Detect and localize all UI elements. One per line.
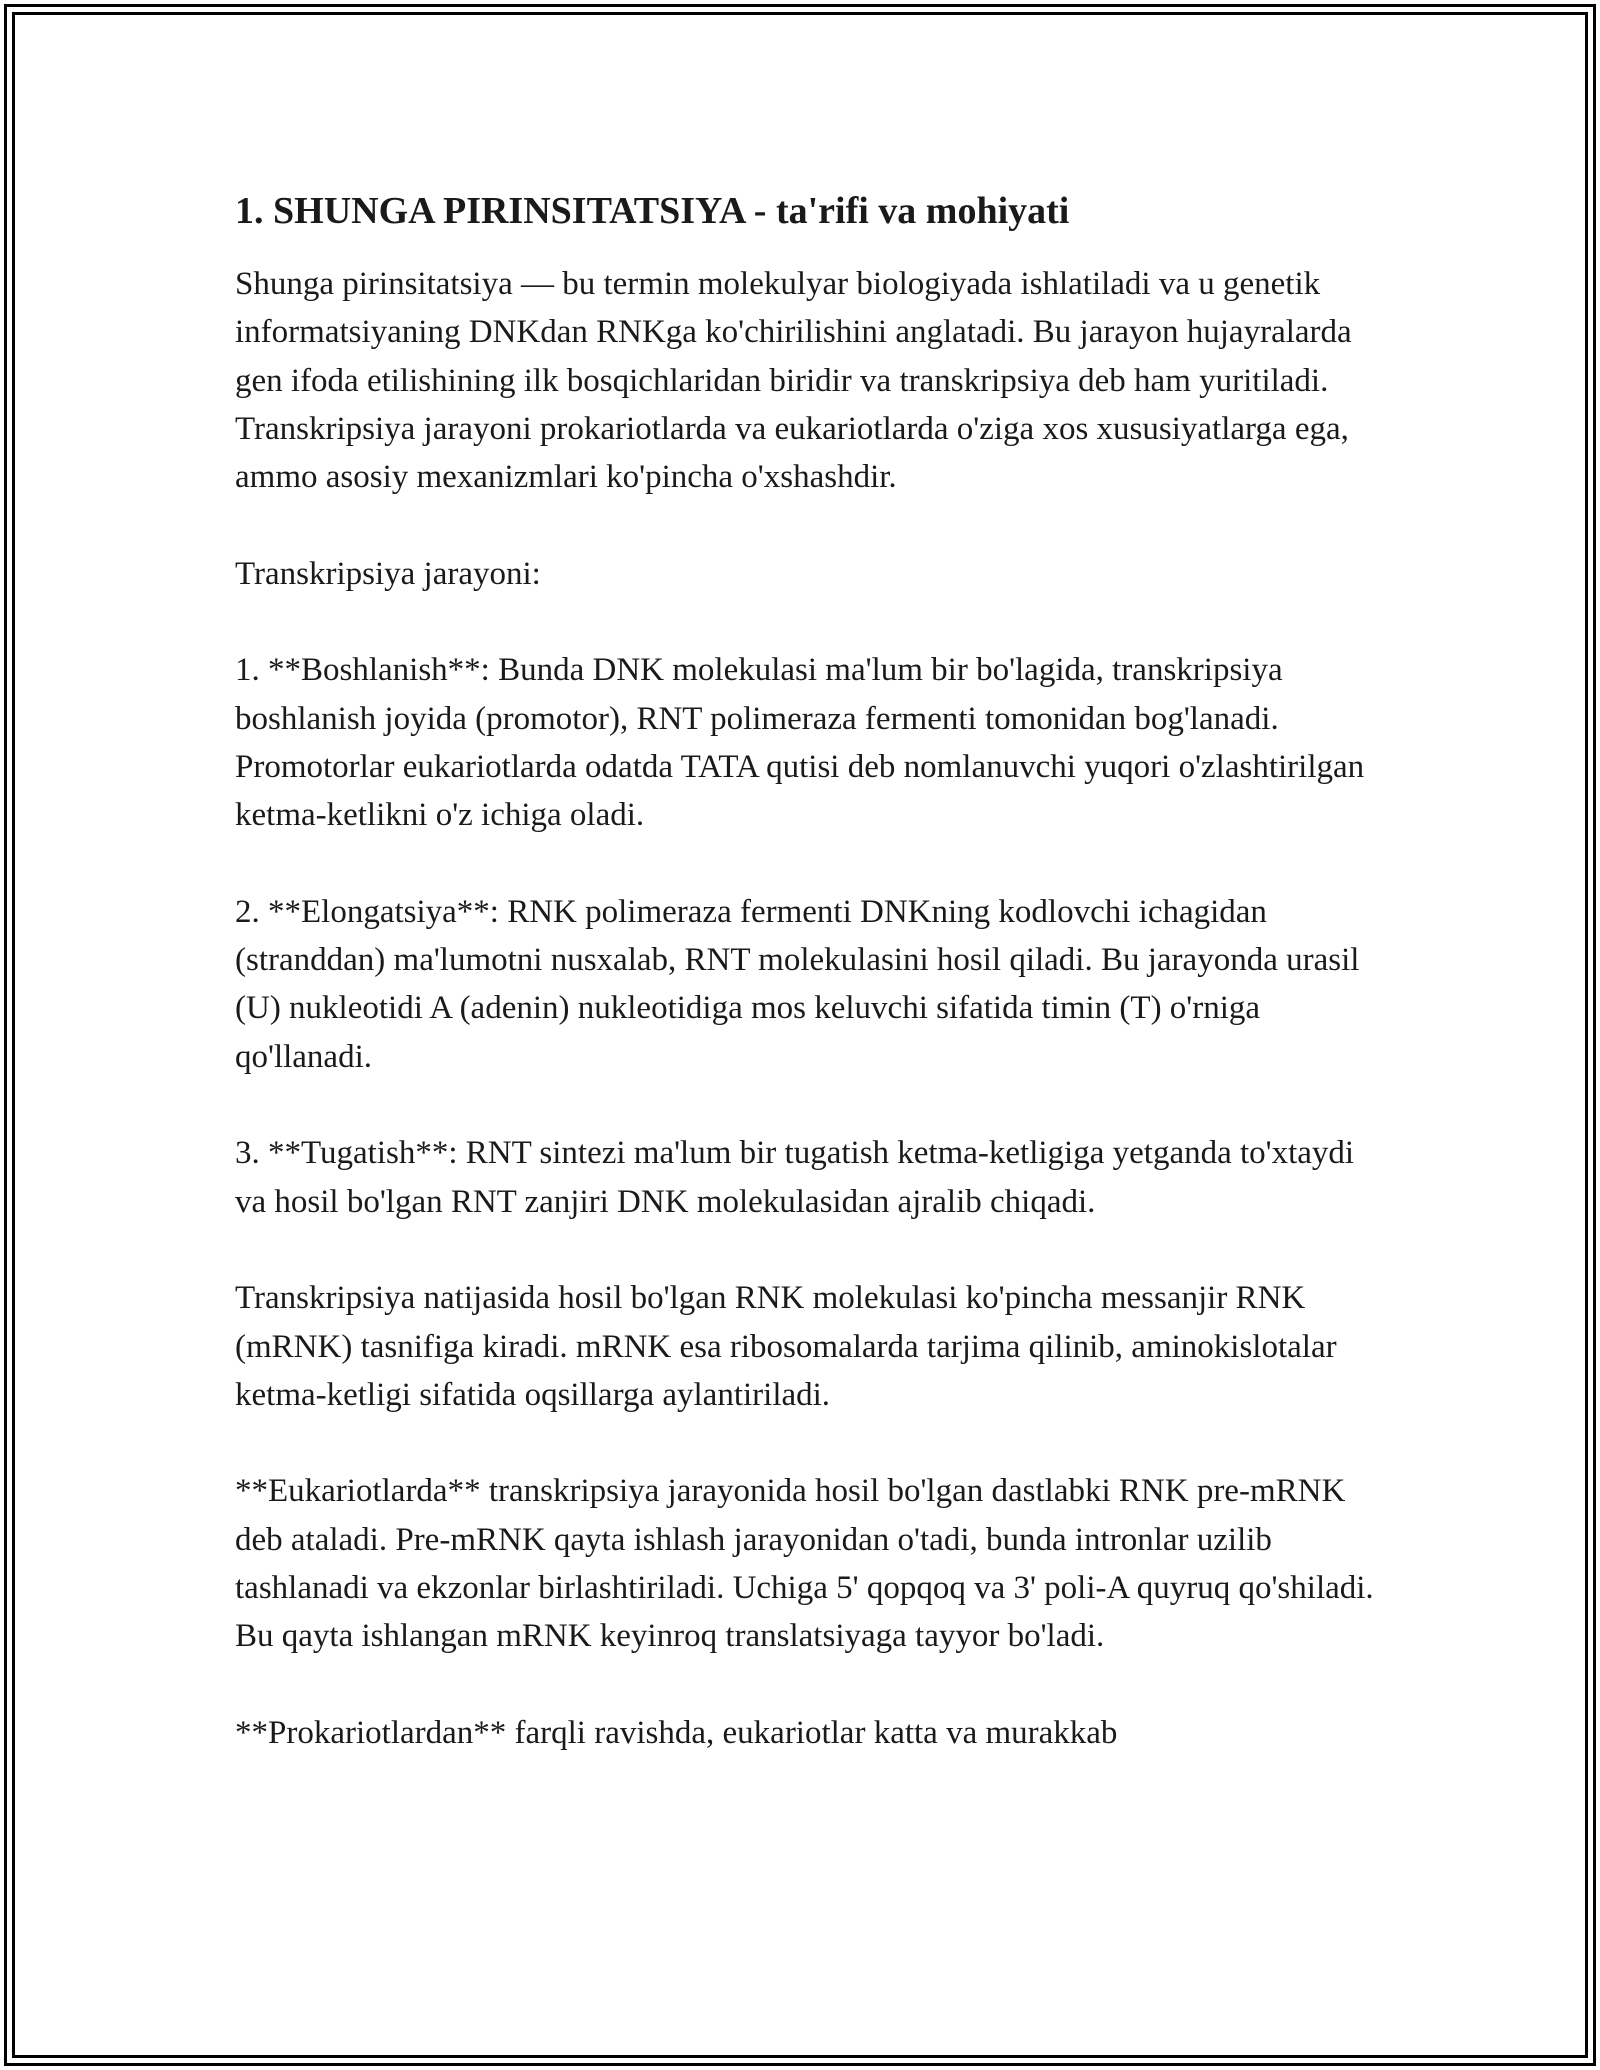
document-title: 1. SHUNGA PIRINSITATSIYA - ta'rifi va mohiyati (235, 190, 1070, 232)
paragraph-intro: Shunga pirinsitatsiya — bu termin molekulyar biologiyada ishlatiladi va u genetik informatsiyaning DNKdan RNKga ko'chirilishini anglatadi. Bu jarayon hujayralarda gen ifoda etilishining ilk bosqichlaridan biridir va transkripsiya deb ham yuritiladi. Transkripsiya jarayoni prokariotlarda va eukariotlarda o'ziga xos xususiyatlarga ega, ammo asosiy mexanizmlari ko'pincha o'xshashdir. (235, 266, 1352, 496)
paragraph-mrna: Transkripsiya natijasida hosil bo'lgan RNK molekulasi ko'pincha messanjir RNK (mRNK) tasnifiga kiradi. mRNK esa ribosomalarda tarjima qilinib, aminokislotalar ketma-ketligi sifatida oqsillarga aylantiriladi. (235, 1280, 1337, 1413)
document-page (235, 188, 1375, 1806)
paragraph-elongation: 2. **Elongatsiya**: RNK polimeraza fermenti DNKning kodlovchi ichagidan (stranddan) ma'lumotni nusxalab, RNT molekulasini hosil qiladi. Bu jarayonda urasil (U) nukleotidi A (adenin) nukleotidiga mos keluvchi sifatida timin (T) o'rniga qo'llanadi. (235, 893, 1360, 1075)
paragraph-process-heading: Transkripsiya jarayoni: (235, 555, 541, 592)
paragraph-initiation: 1. **Boshlanish**: Bunda DNK molekulasi ma'lum bir bo'lagida, transkripsiya boshlanish joyida (promotor), RNT polimeraza fermenti tomonidan bog'lanadi. Promotorlar eukariotlarda odatda TATA qutisi deb nomlanuvchi yuqori o'zlashtirilgan ketma-ketlikni o'z ichiga oladi. (235, 652, 1365, 834)
paragraph-termination: 3. **Tugatish**: RNT sintezi ma'lum bir tugatish ketma-ketligiga yetganda to'xtaydi va hosil bo'lgan RNT zanjiri DNK molekulasidan ajralib chiqadi. (235, 1135, 1355, 1220)
document-body (235, 260, 1375, 1757)
paragraph-prokaryotes: **Prokariotlardan** farqli ravishda, eukariotlar katta va murakkab (235, 1714, 1118, 1751)
paragraph-eukaryotes: **Eukariotlarda** transkripsiya jarayonida hosil bo'lgan dastlabki RNK pre-mRNK deb ataladi. Pre-mRNK qayta ishlash jarayonidan o'tadi, bunda intronlar uzilib tashlanadi va ekzonlar birlashtiriladi. Uchiga 5' qopqoq va 3' poli-A quyruq qo'shiladi. Bu qayta ishlangan mRNK keyinroq translatsiyaga tayyor bo'ladi. (235, 1473, 1374, 1655)
